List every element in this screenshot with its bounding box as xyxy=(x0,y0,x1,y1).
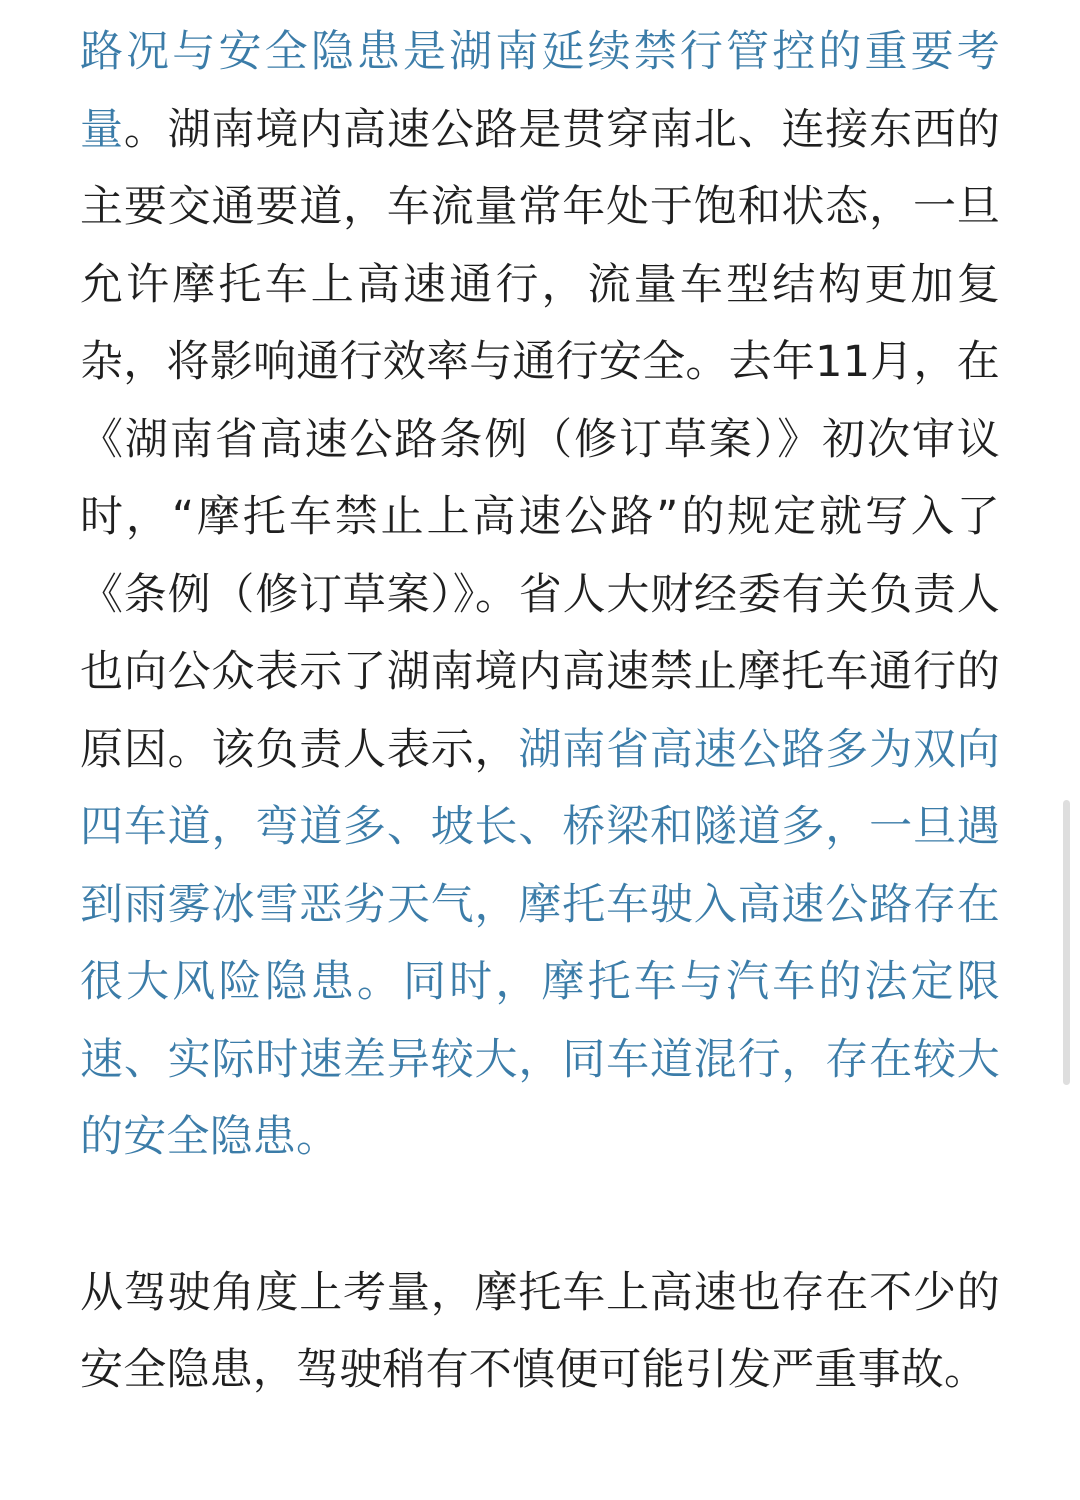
highlighted-text: 路况与安全隐患是湖南延续禁行管控的重要考量 xyxy=(80,27,1000,155)
scrollbar-thumb[interactable] xyxy=(1063,800,1070,1085)
paragraph-2 xyxy=(80,1255,1000,1410)
body-text: 。湖南境内高速公路是贯穿南北、连接东西的主要交通要道，车流量常年处于饱和状态，一旦允许摩托车上高速通行，流量车型结构更加复杂，将影响通行效率与通行安全。去年11月，在《湖南省高速公路条例（修订草案）》初次审议时，“摩托车禁止上高速公路”的规定就写入了《条例（修订草案）》。省人大财经委有关负责人也向公众表示了湖南境内高速禁止摩托车通行的原因。该负责人表示， xyxy=(80,104,1001,775)
body-text: 从驾驶角度上考量，摩托车上高速也存在不少的安全隐患，驾驶稍有不慎便可能引发严重事故。 xyxy=(80,1267,1000,1395)
paragraph-1 xyxy=(80,14,1000,1177)
highlighted-text: 湖南省高速公路多为双向四车道，弯道多、坡长、桥梁和隧道多，一旦遇到雨雾冰雪恶劣天气，摩托车驶入高速公路存在很大风险隐患。同时，摩托车与汽车的法定限速、实际时速差异较大，同车道混行，存在较大的安全隐患。 xyxy=(80,724,1001,1162)
article-body xyxy=(80,14,1000,1410)
